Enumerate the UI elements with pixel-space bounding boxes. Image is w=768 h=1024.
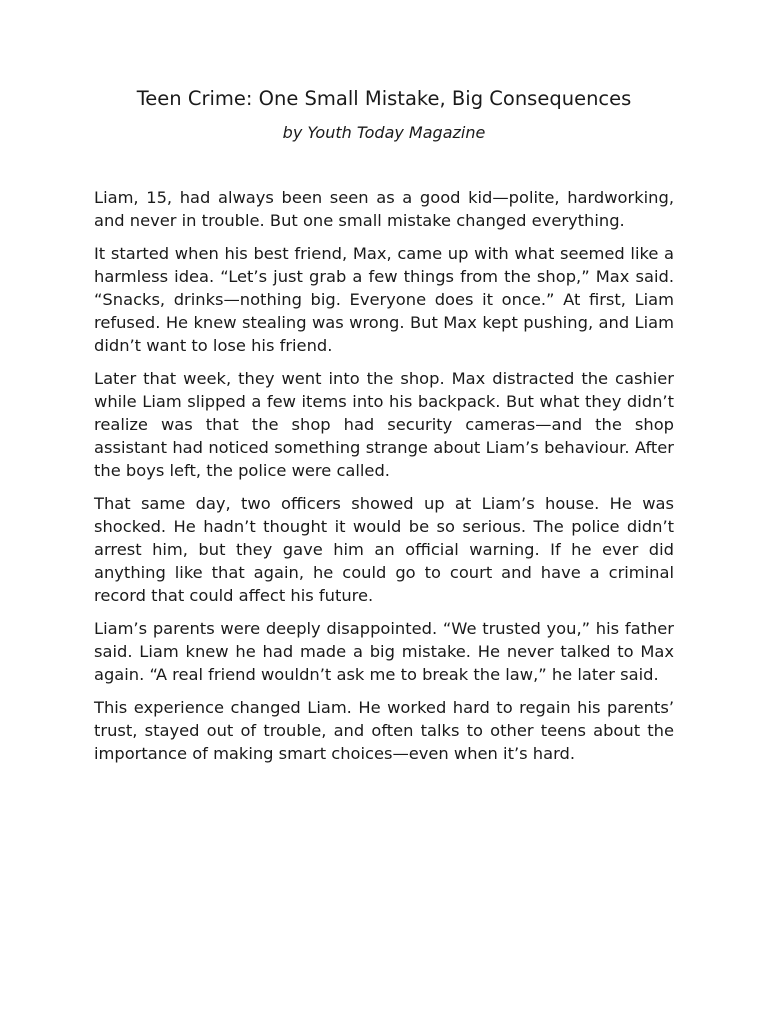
article-paragraph: Liam’s parents were deeply disappointed. “We trusted you,” his father said. Liam knew he had made a big mistake. He never talked to Max again. “A real friend wouldn’t ask me to break the law,” he later said. [94,619,674,684]
article-paragraph: It started when his best friend, Max, came up with what seemed like a harmless idea. “Let’s just grab a few things from the shop,” Max said. “Snacks, drinks—nothing big. Everyone does it once.” At first, Liam refused. He knew stealing was wrong. But Max kept pushing, and Liam didn’t want to lose his friend. [94,244,674,355]
article-paragraph: That same day, two officers showed up at Liam’s house. He was shocked. He hadn’t thought it would be so serious. The police didn’t arrest him, but they gave him an official warning. If he ever did anything like that again, he could go to court and have a criminal record that could affect his future. [94,494,674,605]
article-title: Teen Crime: One Small Mistake, Big Consequences [136,87,632,110]
article-body [94,186,674,775]
article-paragraph: This experience changed Liam. He worked hard to regain his parents’ trust, stayed out of trouble, and often talks to other teens about the importance of making smart choices—even when it’s hard. [94,698,674,763]
article-paragraph: Liam, 15, had always been seen as a good kid—polite, hardworking, and never in trouble. But one small mistake changed everything. [94,188,674,230]
article-byline: by Youth Today Magazine [282,123,486,142]
article-paragraph: Later that week, they went into the shop. Max distracted the cashier while Liam slipped a few items into his backpack. But what they didn’t realize was that the shop had security cameras—and the shop assistant had noticed something strange about Liam’s behaviour. After the boys left, the police were called. [94,369,674,480]
